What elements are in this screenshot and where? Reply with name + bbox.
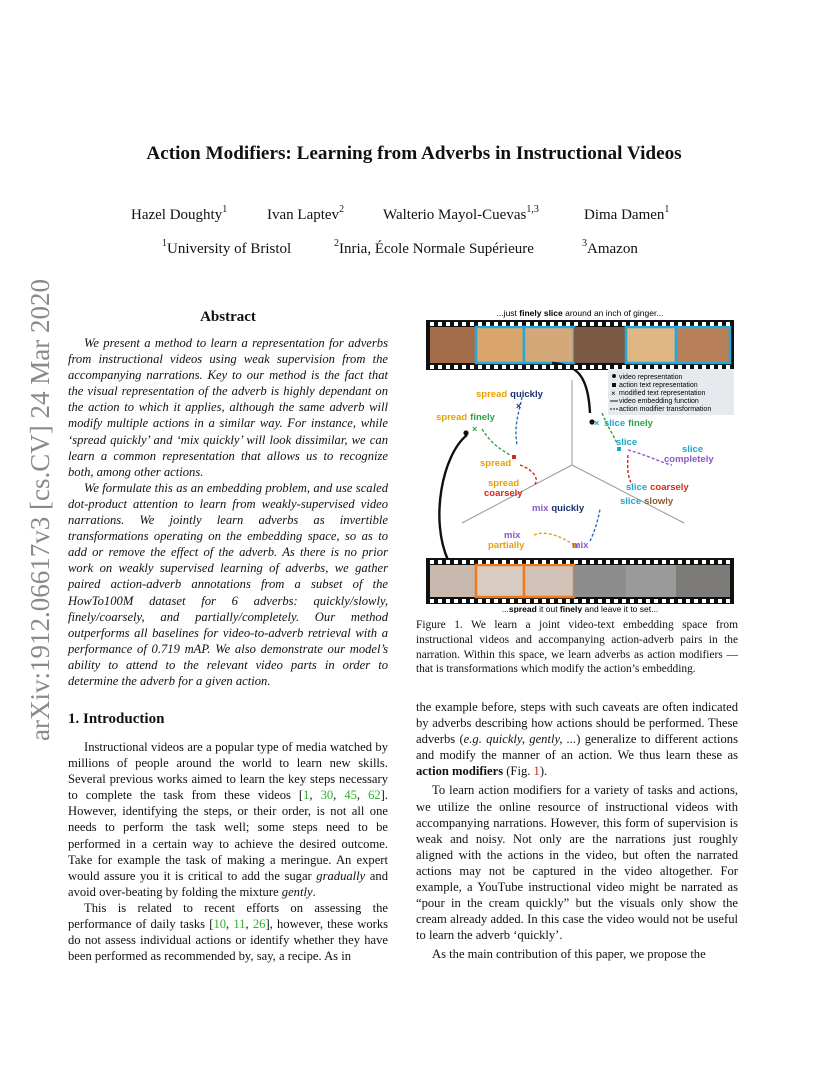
sprocket-hole [502,560,506,564]
sprocket-hole [470,322,474,326]
sprocket-hole [702,599,706,603]
sprocket-hole [550,560,554,564]
sprocket-hole [510,365,514,369]
sprocket-hole [654,599,658,603]
sprocket-hole [430,322,434,326]
sprocket-hole [558,322,562,326]
sprocket-hole [534,560,538,564]
sprocket-hole [478,560,482,564]
label-partially: partially [488,540,525,551]
sprocket-hole [726,599,730,603]
sprocket-hole [614,322,618,326]
sprocket-hole [502,322,506,326]
sprocket-hole [614,599,618,603]
sprocket-hole [438,322,442,326]
citation-link[interactable]: 30 [320,788,334,803]
sprocket-hole [622,599,626,603]
top-filmstrip [426,320,734,370]
sprocket-hole [702,365,706,369]
sprocket-hole [718,365,722,369]
sprocket-hole [686,560,690,564]
sprocket-hole [622,560,626,564]
sprocket-hole [582,599,586,603]
sprocket-hole [494,599,498,603]
svg-text:×: × [472,424,478,434]
label-slice: slice [616,437,638,448]
sprocket-hole [510,322,514,326]
sprocket-hole [718,599,722,603]
sprocket-hole [630,322,634,326]
sprocket-hole [662,599,666,603]
sprocket-hole [542,560,546,564]
sprocket-hole [702,322,706,326]
label-spread-finely: spread finely [436,412,495,423]
sprocket-hole [574,322,578,326]
sprocket-hole [710,322,714,326]
sprocket-hole [502,599,506,603]
svg-text:×: × [611,389,616,398]
svg-text:action modifier transformation: action modifier transformation [619,406,712,413]
sprocket-hole [470,599,474,603]
sprocket-hole [718,322,722,326]
right-paragraph-1: the example before, steps with such caveats are often indicated by adverbs describing how actions should be performed. These adverbs (e.g. quickly, gently, ...) generalize to different actions and modify the manner of an action. We thus learn these as action modifiers (Fig. 1). [416,700,738,779]
label-spread-coarsely: spread [488,478,520,489]
sprocket-hole [566,560,570,564]
sprocket-hole [670,599,674,603]
sprocket-hole [646,599,650,603]
sprocket-hole [646,560,650,564]
bottom-narration: ...spread it out finely and leave it to set... [501,604,659,613]
sprocket-hole [662,322,666,326]
sprocket-hole [446,365,450,369]
sprocket-hole [502,365,506,369]
intro-paragraph-1: Instructional videos are a popular type of media watched by millions of people around the world to learn new skills. Several previous works aimed to learn the key steps necessary to complete the task from these videos [1, 30, 45, 62]. However, identifying the steps, or their order, is not all one needs to perform the task well; some steps need to be performed in a certain way to achieve the desired outcome. Take for example the task of making a meringue. An expert would assure you it is critical to add the sugar gradually and avoid over-beating by folding the mixture gently. [68,740,388,899]
sprocket-hole [486,560,490,564]
sprocket-hole [558,599,562,603]
intro-body [68,739,388,964]
sprocket-hole [574,560,578,564]
label-slice-completely-a: slice [682,444,704,455]
sprocket-hole [430,365,434,369]
affiliation-1: $^1$University of Bristol [162,238,292,257]
sprocket-hole [558,560,562,564]
sprocket-hole [446,599,450,603]
sprocket-hole [670,560,674,564]
sprocket-hole [438,599,442,603]
abstract-body [68,335,388,689]
sprocket-hole [566,599,570,603]
bottom-filmstrip [426,558,734,604]
sprocket-hole [518,560,522,564]
right-paragraph-3: As the main contribution of this paper, we propose the [432,947,706,962]
sprocket-hole [654,365,658,369]
sprocket-hole [478,599,482,603]
sprocket-hole [662,365,666,369]
sprocket-hole [542,365,546,369]
sprocket-hole [718,560,722,564]
sprocket-hole [430,599,434,603]
citation-link[interactable]: 26 [252,917,266,932]
sprocket-hole [694,599,698,603]
sprocket-hole [462,599,466,603]
label-slice-slowly: slice slowly [620,496,674,507]
svg-text:video representation: video representation [619,374,683,381]
sprocket-hole [646,365,650,369]
sprocket-hole [510,599,514,603]
svg-text:action text representation: action text representation [619,382,698,389]
arxiv-stamp: arXiv:1912.06617v3 [cs.CV] 24 Mar 2020 [25,279,55,741]
sprocket-hole [590,560,594,564]
sprocket-hole [630,599,634,603]
abstract-paragraph-2: We formulate this as an embedding problem, and use scaled dot-product attention to learn from weakly-supervised video narrations. We jointly learn adverbs as invertible transformations operating on the embedding space, so as to add or remove the effect of the adverb. As there is no prior work on weakly supervised learning of adverbs, we gather paired action-adverb annotations from a subset of the HowTo100M dataset for 6 adverbs: quickly/slowly, finely/coarsely, and partially/completely. Our method outperforms all baselines for video-to-adverb retrieval with a performance of 0.719 mAP. We also demonstrate our model’s ability to attend to the relevant video parts in order to determine the adverb for a given action. [68,480,388,688]
sprocket-hole [686,599,690,603]
sprocket-hole [678,365,682,369]
abstract-heading: Abstract [200,309,256,325]
author-1: Hazel Doughty$^1$ [131,204,228,223]
sprocket-hole [622,365,626,369]
sprocket-hole [550,365,554,369]
svg-text:×: × [516,401,522,411]
sprocket-hole [606,322,610,326]
sprocket-hole [518,599,522,603]
sprocket-hole [534,322,538,326]
sprocket-hole [638,560,642,564]
sprocket-hole [446,560,450,564]
sprocket-hole [590,599,594,603]
sprocket-hole [638,599,642,603]
sprocket-hole [470,365,474,369]
sprocket-hole [654,322,658,326]
sprocket-hole [686,322,690,326]
figure-1 [422,305,738,613]
sprocket-hole [574,599,578,603]
author-2: Ivan Laptev$^2$ [267,204,345,223]
sprocket-hole [486,599,490,603]
sprocket-hole [470,560,474,564]
sprocket-hole [622,322,626,326]
author-4: Dima Damen$^1$ [584,204,670,223]
label-spread: spread [480,458,512,469]
intro-heading: 1. Introduction [68,711,165,727]
sprocket-hole [494,322,498,326]
sprocket-hole [702,560,706,564]
citation-link[interactable]: 62 [368,788,381,803]
sprocket-hole [670,322,674,326]
sprocket-hole [638,365,642,369]
sprocket-hole [454,322,458,326]
figure-legend [608,369,734,415]
sprocket-hole [582,365,586,369]
sprocket-hole [582,322,586,326]
sprocket-hole [726,322,730,326]
sprocket-hole [670,365,674,369]
sprocket-hole [438,560,442,564]
label-mix-quickly: mix quickly [532,503,585,514]
sprocket-hole [710,365,714,369]
sprocket-hole [678,322,682,326]
sprocket-hole [614,365,618,369]
sprocket-hole [694,560,698,564]
label-slice-coarsely: slice coarsely [626,482,689,493]
sprocket-hole [430,560,434,564]
sprocket-hole [638,322,642,326]
sprocket-hole [654,560,658,564]
top-narration: ...just finely slice around an inch of ginger... [496,308,664,318]
sprocket-hole [518,365,522,369]
sprocket-hole [526,560,530,564]
sprocket-hole [566,365,570,369]
sprocket-hole [710,560,714,564]
svg-text:modified text representation: modified text representation [619,390,706,397]
label-slice-finely: slice finely [604,418,653,429]
sprocket-hole [590,322,594,326]
label-coarsely: coarsely [484,488,523,499]
affiliation-2: $^2$Inria, École Normale Supérieure [334,238,534,257]
sprocket-hole [478,365,482,369]
label-spread-quickly: spread quickly [476,389,543,400]
label-mix: mix [572,540,589,551]
sprocket-hole [606,599,610,603]
citation-link[interactable]: 45 [344,788,357,803]
sprocket-hole [454,560,458,564]
sprocket-hole [662,560,666,564]
sprocket-hole [726,560,730,564]
sprocket-hole [606,365,610,369]
label-mix-a: mix [504,530,521,541]
sprocket-hole [438,365,442,369]
affiliation-3: $^3$Amazon [582,238,638,257]
sprocket-hole [542,322,546,326]
figure-1-diagram [422,305,738,613]
sprocket-hole [454,365,458,369]
sprocket-hole [574,365,578,369]
sprocket-hole [566,322,570,326]
right-column-body [416,699,738,963]
sprocket-hole [630,560,634,564]
intro-paragraph-2: This is related to recent efforts on assessing the performance of daily tasks [10, 11, 26], however, these works do not assess individual actions or identify whether they have been performed as recommended by, say, a recipe. As in [68,900,389,964]
sprocket-hole [694,322,698,326]
sprocket-hole [518,322,522,326]
figure-ref-link[interactable]: 1 [533,764,540,779]
sprocket-hole [462,322,466,326]
sprocket-hole [494,560,498,564]
svg-text:video embedding function: video embedding function [619,398,699,405]
figure-1-caption: Figure 1. We learn a joint video-text embedding space from instructional videos and accompanying action-adverb pairs in the narration. Within this space, we learn adverbs as action modifiers — that is transformations which modify the action’s embedding. [416,619,738,676]
sprocket-hole [710,599,714,603]
sprocket-hole [494,365,498,369]
citation-link[interactable]: 10 [213,917,227,932]
sprocket-hole [694,365,698,369]
right-paragraph-2: To learn action modifiers for a variety of tasks and actions, we utilize the online resource of instructional videos with accompanying narrations. However, this form of supervision is weak and noisy. Not only are the narrations just roughly aligned with the actions in the video, but often the narrated actions may not be captured in the video altogether. For example, a YouTube instructional video might be narrated as “pour in the cream quickly” but the visuals only show the cream already added. In this case the video would not be useful to learn the adverb ‘quickly’. [416,783,738,943]
author-3: Walterio Mayol-Cuevas$^{1,3}$ [383,204,539,223]
sprocket-hole [510,560,514,564]
sprocket-hole [558,365,562,369]
label-slice-completely-b: completely [664,454,714,465]
citation-link[interactable]: 1 [303,788,310,803]
sprocket-hole [534,599,538,603]
citation-link[interactable]: 11 [233,917,246,932]
sprocket-hole [550,599,554,603]
sprocket-hole [590,365,594,369]
sprocket-hole [526,599,530,603]
sprocket-hole [462,365,466,369]
sprocket-hole [646,322,650,326]
sprocket-hole [542,599,546,603]
sprocket-hole [678,599,682,603]
sprocket-hole [478,322,482,326]
svg-text:×: × [594,418,600,428]
sprocket-hole [606,560,610,564]
paper-title: Action Modifiers: Learning from Adverbs in Instructional Videos [146,143,682,164]
sprocket-hole [726,365,730,369]
sprocket-hole [486,365,490,369]
sprocket-hole [598,560,602,564]
sprocket-hole [526,322,530,326]
sprocket-hole [526,365,530,369]
sprocket-hole [686,365,690,369]
sprocket-hole [446,322,450,326]
sprocket-hole [598,599,602,603]
abstract-paragraph-1: We present a method to learn a representation for adverbs from instructional videos using weak supervision from the accompanying narrations. Key to our method is the fact that the visual representation of the adverb is highly dependant on the action to which it applies, although the same adverb will modify multiple actions in a similar way. For instance, while ‘spread quickly’ and ‘mix quickly’ will look dissimilar, we can learn a common representation that allows us to recognize both, among other actions. [68,336,388,479]
sprocket-hole [598,322,602,326]
sprocket-hole [534,365,538,369]
sprocket-hole [614,560,618,564]
sprocket-hole [486,322,490,326]
sprocket-hole [598,365,602,369]
sprocket-hole [678,560,682,564]
sprocket-hole [582,560,586,564]
sprocket-hole [454,599,458,603]
sprocket-hole [462,560,466,564]
sprocket-hole [630,365,634,369]
sprocket-hole [550,322,554,326]
